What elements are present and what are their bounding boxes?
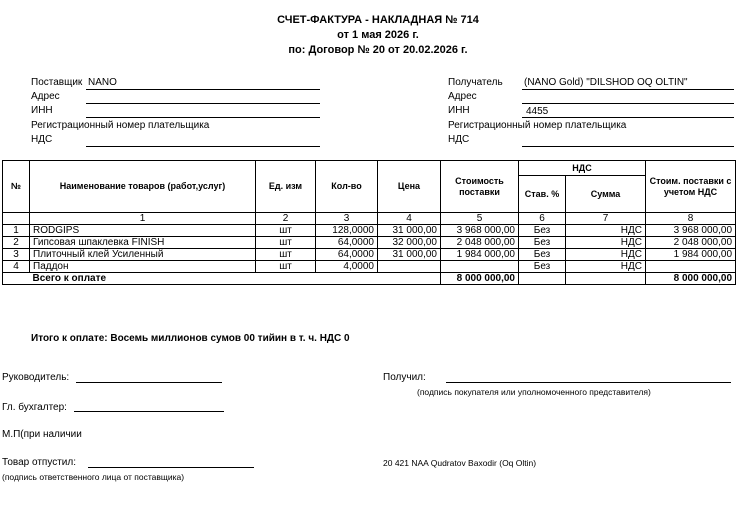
- header-vat-rate: Став. %: [519, 176, 566, 213]
- row-unit: шт: [256, 237, 316, 249]
- header-qty: Кол-во: [316, 161, 378, 213]
- row-total: [646, 261, 736, 273]
- row-no: 2: [3, 237, 30, 249]
- row-no: 4: [3, 261, 30, 273]
- row-no: 3: [3, 249, 30, 261]
- row-vat-rate: Без: [519, 237, 566, 249]
- buyer-address-label: Адрес: [448, 91, 477, 102]
- buyer-vat-label: НДС: [448, 134, 470, 145]
- row-qty: 64,0000: [316, 249, 378, 261]
- director-label: Руководитель:: [2, 372, 70, 383]
- row-vat-rate: Без: [519, 249, 566, 261]
- row-qty: 128,0000: [316, 225, 378, 237]
- col-number: 4: [378, 213, 441, 225]
- row-total: 1 984 000,00: [646, 249, 736, 261]
- buyer-name: (NANO Gold) "DILSHOD OQ OLTIN": [524, 77, 688, 88]
- supplier-label: Поставщик: [31, 77, 83, 88]
- row-vat-sum: НДС: [566, 249, 646, 261]
- row-vat-rate: Без: [519, 261, 566, 273]
- header-price: Цена: [378, 161, 441, 213]
- row-price: 31 000,00: [378, 225, 441, 237]
- header-name: Наименование товаров (работ,услуг): [30, 161, 256, 213]
- supplier-name: NANO: [88, 77, 117, 88]
- header-total-with-vat: Стоим. поставки с учетом НДС: [646, 161, 736, 213]
- column-numbers-row: [3, 213, 736, 225]
- row-price: 32 000,00: [378, 237, 441, 249]
- row-name: Гипсовая шпаклевка FINISH: [30, 237, 256, 249]
- row-vat-sum: НДС: [566, 237, 646, 249]
- header-cost: Стоимость поставки: [441, 161, 519, 213]
- row-cost: 3 968 000,00: [441, 225, 519, 237]
- row-unit: шт: [256, 261, 316, 273]
- stamp-label: М.П(при наличии: [2, 429, 82, 440]
- buyer-inn-value: 4455: [526, 106, 549, 117]
- col-number: 7: [566, 213, 646, 225]
- col-number: 6: [519, 213, 566, 225]
- row-total: 3 968 000,00: [646, 225, 736, 237]
- row-unit: шт: [256, 249, 316, 261]
- invoice-table: [2, 160, 736, 285]
- col-number: 2: [256, 213, 316, 225]
- row-name: Паддон: [30, 261, 256, 273]
- row-qty: 4,0000: [316, 261, 378, 273]
- received-note: (подпись покупателя или уполномоченного представителя): [417, 387, 651, 397]
- released-note: (подпись ответственного лица от поставщика): [2, 472, 185, 482]
- header-no: №: [3, 161, 30, 213]
- invoice-title: СЧЕТ-ФАКТУРА - НАКЛАДНАЯ № 714: [277, 14, 479, 26]
- supplier-vat-label: НДС: [31, 134, 53, 145]
- buyer-inn-label: ИНН: [448, 105, 470, 116]
- row-price: 31 000,00: [378, 249, 441, 261]
- row-vat-rate: Без: [519, 225, 566, 237]
- row-qty: 64,0000: [316, 237, 378, 249]
- row-no: 1: [3, 225, 30, 237]
- total-label: Всего к оплате: [30, 273, 441, 285]
- row-total: 2 048 000,00: [646, 237, 736, 249]
- total-cost: 8 000 000,00: [441, 273, 519, 285]
- released-label: Товар отпустил:: [2, 457, 76, 468]
- row-cost: [441, 261, 519, 273]
- received-label: Получил:: [383, 372, 426, 383]
- invoice-contract: по: Договор № 20 от 20.02.2026 г.: [288, 44, 468, 56]
- col-number: 8: [646, 213, 736, 225]
- total-row: [3, 273, 736, 285]
- col-number: 3: [316, 213, 378, 225]
- table-row: [3, 237, 736, 249]
- row-vat-sum: НДС: [566, 225, 646, 237]
- table-row: [3, 261, 736, 273]
- supplier-address-label: Адрес: [31, 91, 60, 102]
- supplier-inn-label: ИНН: [31, 105, 53, 116]
- row-unit: шт: [256, 225, 316, 237]
- header-unit: Ед. изм: [256, 161, 316, 213]
- row-cost: 1 984 000,00: [441, 249, 519, 261]
- row-name: RODGIPS: [30, 225, 256, 237]
- row-cost: 2 048 000,00: [441, 237, 519, 249]
- proxy-info: 20 421 NAA Qudratov Baxodir (Oq Oltin): [383, 458, 537, 468]
- total-with-vat: 8 000 000,00: [646, 273, 736, 285]
- col-number: 5: [441, 213, 519, 225]
- col-number: 1: [30, 213, 256, 225]
- header-vat: НДС: [519, 161, 646, 176]
- row-price: [378, 261, 441, 273]
- col-number: [3, 213, 30, 225]
- invoice-date: от 1 мая 2026 г.: [337, 29, 419, 41]
- row-name: Плиточный клей Усиленный: [30, 249, 256, 261]
- header-vat-sum: Сумма: [566, 176, 646, 213]
- buyer-reg-label: Регистрационный номер плательщика: [448, 120, 627, 131]
- accountant-label: Гл. бухгалтер:: [2, 402, 67, 413]
- row-vat-sum: НДС: [566, 261, 646, 273]
- payment-summary: Итого к оплате: Восемь миллионов сумов 00 тийин в т. ч. НДС 0: [31, 333, 350, 344]
- table-row: [3, 225, 736, 237]
- supplier-reg-label: Регистрационный номер плательщика: [31, 120, 210, 131]
- buyer-label: Получатель: [448, 77, 503, 88]
- table-row: [3, 249, 736, 261]
